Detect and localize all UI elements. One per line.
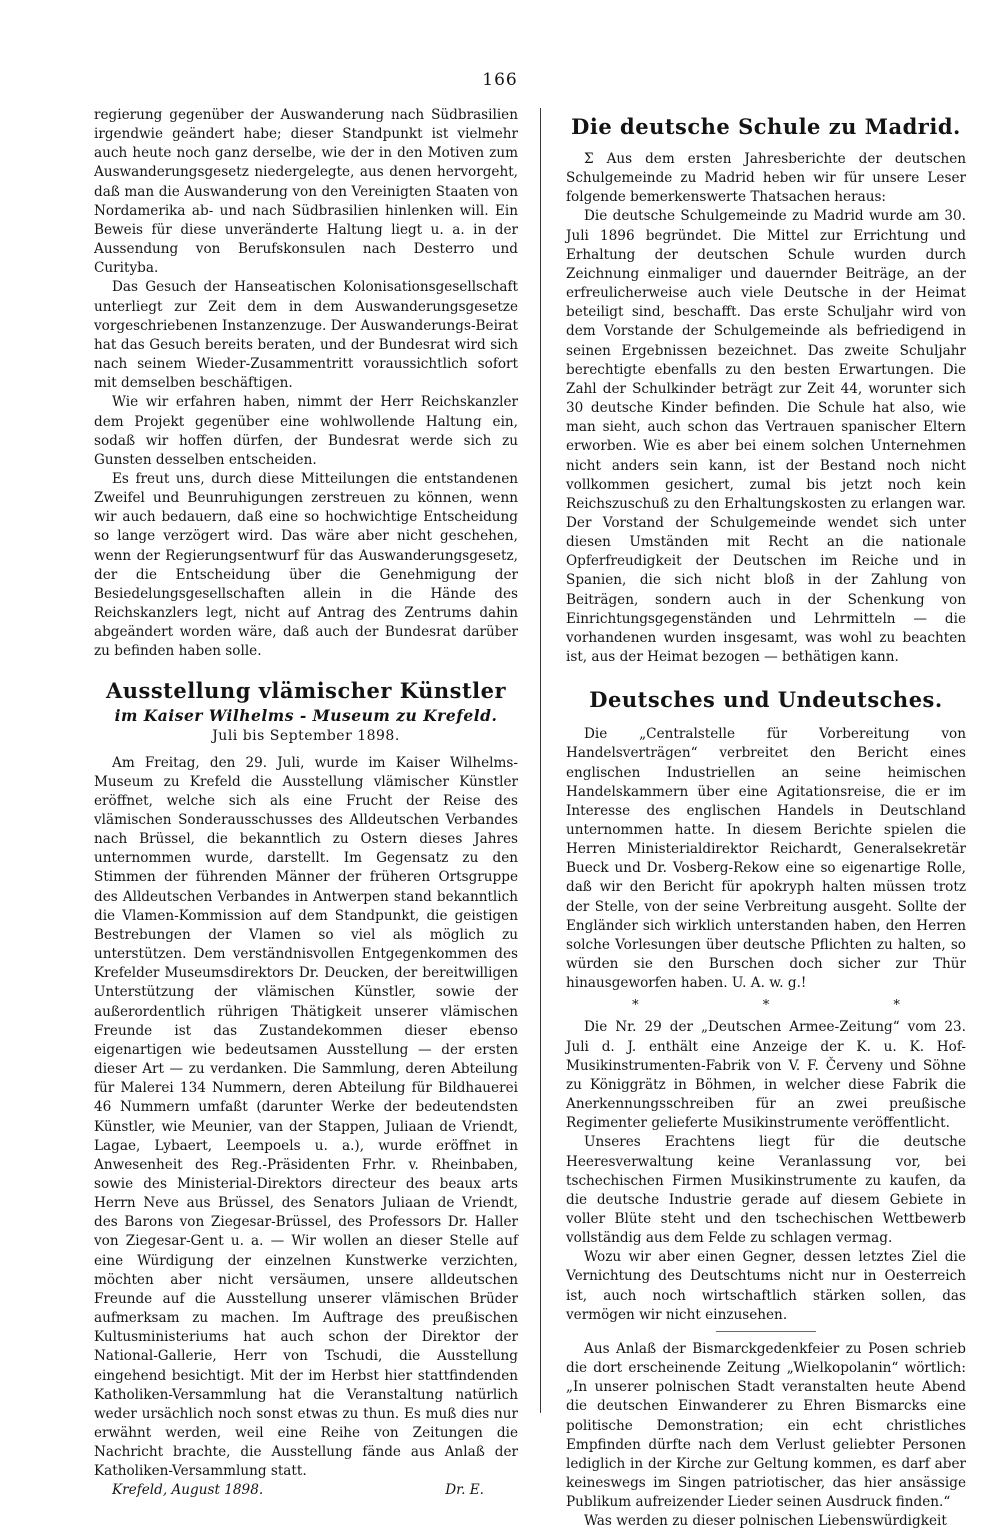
- article-signoff: [94, 1481, 518, 1500]
- article-dates-exhibition: Juli bis September 1898.: [212, 727, 400, 744]
- signoff-author: Dr. E.: [445, 1482, 484, 1499]
- paragraph: Aus Anlaß der Bismarckgedenkfeier zu Posen schrieb die dort erscheinende Zeitung „Wielkopolanin“ wörtlich: „In unserer polnischen Stadt veranstalten heute Abend die deutschen Einwanderer zu Ehren Bismarcks eine politische Demonstration; ein echt christliches Empfinden dürfte nach dem Verlust geliebter Personen lediglich in der Kirche zur Geltung kommen, es darf aber keineswegs im Singen patriotischer, das hier ansässige Publikum aufreizender Lieder seinen Ausdruck finden.“: [566, 1340, 966, 1511]
- paragraph: Unseres Erachtens liegt für die deutsche Heeresverwaltung keine Veranlassung vor, bei tschechischen Firmen Musikinstrumente zu kaufen, da die deutsche Industrie gerade auf diesem Gebiete in voller Blüte steht und den tschechischen Wettbewerb vollständig aus dem Felde zu schlagen vermag.: [566, 1134, 966, 1247]
- paragraph: regierung gegenüber der Auswanderung nach Südbrasilien irgendwie geändert habe; dieser Standpunkt ist vielmehr auch heute noch ganz derselbe, wie der in den Motiven zum Auswanderungsgesetz niedergelegte, aus denen hervorgeht, daß man die Auswanderung von den Vereinigten Staaten von Nordamerika ab- und nach Südbrasilien hinlenken will. Ein Beweis für diese unveränderte Haltung liegt u. a. in der Aussendung von Berufskonsulen nach Desterro und Curityba.: [94, 107, 518, 277]
- paragraph: Σ Aus dem ersten Jahresberichte der deutschen Schulgemeinde zu Madrid heben wir für unsere Leser folgende bemerkenswerte Thatsachen heraus:: [566, 151, 966, 206]
- paragraph: Was werden zu dieser polnischen Liebenswürdigkeit: [584, 1513, 947, 1530]
- article-subtitle-exhibition: im Kaiser Wilhelms - Museum zu Krefeld.: [114, 705, 498, 725]
- left-column: [94, 106, 518, 1501]
- page-number: 166: [482, 70, 518, 90]
- paragraph: Die „Centralstelle für Vorbereitung von Handelsverträgen“ verbreitet den Bericht eines englischen Industriellen an seine heimischen Handelskammern über eine Agitationsreise, die er im Interesse des englischen Handels in Deutschland unternommen hatte. In diesem Berichte spielen die Herren Ministerialdirektor Reichardt, Generalsekretär Bueck und Dr. Vosberg-Rekow eine so eigenartige Rolle, daß wir den Bericht für apokryph halten müssen trotz der Stelle, von der seine Verbreitung ausgeht. Sollte der Engländer sich wirklich unterstanden haben, den Herren solche Vorlesungen über deutsche Pflichten zu halten, so würden sie den Burschen doch sicher zur Thür hinausgeworfen haben. U. A. w. g.!: [566, 726, 966, 992]
- article-title-exhibition: Ausstellung vlämischer Künstler: [105, 677, 507, 703]
- section-separator-rule: [716, 1331, 816, 1332]
- article-title-deutsches: Deutsches und Undeutsches.: [589, 687, 943, 713]
- article-title-school: Die deutsche Schule zu Madrid.: [571, 114, 961, 139]
- paragraph: Die Nr. 29 der „Deutschen Armee-Zeitung“ vom 23. Juli d. J. enthält eine Anzeige der K. u. K. Hof-Musikinstrumenten-Fabrik von V. F. Červeny und Söhne zu Königgrätz in Böhmen, in welcher diese Fabrik die Anerkennungsschreiben für an zwei preußische Regimenter gelieferte Musikinstrumente veröffentlicht.: [566, 1019, 966, 1132]
- paragraph: Die deutsche Schulgemeinde zu Madrid wurde am 30. Juli 1896 begründet. Die Mittel zur Errichtung und Erhaltung der deutschen Schule wurden durch Zeichnung einmaliger und dauernder Beiträge, an der erfreulicherweise auch viele Deutsche in der Heimat beteiligt sind, beschafft. Das erste Schuljahr wird von dem Vorstande der Schulgemeinde als befriedigend in seinen Ergebnissen bezeichnet. Das zweite Schuljahr berechtigte ebenfalls zu den besten Erwartungen. Die Zahl der Schulkinder beträgt zur Zeit 44, worunter sich 30 deutsche Kinder befinden. Die Schule hat also, wie man sieht, auch schon das Vertrauen spanischer Eltern erworben. Wie es aber bei einem solchen Unternehmen nicht anders sein kann, ist der Bestand noch nicht vollkommen gesichert, zumal bis jetzt noch kein Reichszuschuß zu den Erhaltungskosten zu erlangen war. Der Vorstand der Schulgemeinde wendet sich unter diesen Umständen mit Recht an die nationale Opferfreudigkeit der Deutschen im Reiche und in Spanien, die sich nicht bloß in der Zahlung von Beiträgen, sondern auch in der Schenkung von Einrichtungsgegenständen und Lehrmitteln — die vorhandenen wurden insgesamt, was wohl zu beachten ist, aus der Heimat bezogen — bethätigen kann.: [566, 208, 966, 666]
- paragraph: Wozu wir aber einen Gegner, dessen letztes Ziel die Vernichtung des Deutschtums nicht nur in Oesterreich ist, auch noch wirtschaftlich stärken sollen, das vermögen wir nicht einzusehen.: [566, 1249, 966, 1323]
- column-divider: [540, 108, 541, 1413]
- section-separator-stars: * * *: [632, 998, 960, 1014]
- paragraph: Am Freitag, den 29. Juli, wurde im Kaiser Wilhelms-Museum zu Krefeld die Ausstellung vlämischer Künstler eröffnet, welche sich als eine Frucht der Reise des vlämischen Sonderausschusses des Alldeutschen Verbandes nach Brüssel, die bekanntlich zu Ostern dieses Jahres unternommen wurde, darstellt. Im Gegensatz zu den Stimmen der führenden Männer der früheren Ortsgruppe des Alldeutschen Verbandes in Antwerpen stand bekanntlich die Vlamen-Kommission auf dem Standpunkt, die geistigen Bestrebungen der Vlamen so viel als möglich zu unterstützen. Dem verständnisvollen Entgegenkommen des Krefelder Museumsdirektors Dr. Deucken, der bereitwilligen Unterstützung der vlämischen Künstler, sowie der außerordentlich rührigen Thätigkeit unserer vlämischen Freunde ist das Zustandekommen dieser ebenso eigenartigen wie bedeutsamen Ausstellung — der ersten dieser Art — zu verdanken. Die Sammlung, deren Abteilung für Malerei 134 Nummern, deren Abteilung für Bildhauerei 46 Nummern umfaßt (darunter Werke der bedeutendsten Künstler, wie Meunier, van der Stappen, Juliaan de Vriendt, Lagae, Lybaert, Leempoels u. a.), wurde eröffnet in Anwesenheit des Reg.-Präsidenten Frhr. v. Rheinbaben, sowie des Ministerial-Direktors directeur des beaux arts Herrn Neve aus Brüssel, des Senators Juliaan de Vriendt, des Barons von Ziegesar-Brüssel, des Professors Dr. Haller von Ziegesar-Gent u. a. — Wir wollen an dieser Stelle auf eine Würdigung der einzelnen Kunstwerke verzichten, möchten aber nicht versäumen, unsere alldeutschen Freunde auf die Ausstellung unserer vlämischen Brüder aufmerksam zu machen. Im Auftrage des preußischen Kultusministeriums hat auch schon der Direktor der National-Gallerie, Herr von Tschudi, die Ausstellung eingehend besichtigt. Mit der im Herbst hier stattfindenden Katholiken-Versammlung hat die Veranstaltung natürlich weder ursächlich noch sonst etwas zu thun. Es muß dies nur erwähnt werden, weil eine Reihe von Zeitungen die Nachricht brachte, die Ausstellung fände aus Anlaß der Katholiken-Versammlung statt.: [94, 754, 518, 1480]
- paragraph: Es freut uns, durch diese Mitteilungen die entstandenen Zweifel und Beunruhigungen zerstreuen zu können, wenn wir auch bedauern, daß eine so hochwichtige Entscheidung so lange verzögert wird. Das wäre aber nicht geschehen, wenn der Regierungsentwurf für das Auswanderungsgesetz, der die Entscheidung über die Genehmigung der Besiedelungsgesellschaften allein in die Hände des Reichskanzlers legt, nicht auf Antrag des Zentrums dahin abgeändert worden wäre, daß auch der Bundesrat darüber zu befinden haben solle.: [94, 470, 518, 660]
- paragraph: Das Gesuch der Hanseatischen Kolonisationsgesellschaft unterliegt zur Zeit dem in dem Auswanderungsgesetze vorgeschriebenen Instanzenzuge. Der Auswanderungs-Beirat hat das Gesuch bereits beraten, und der Bundesrat wird sich nach seinem Wieder-Zusammentritt voraussichtlich sofort mit demselben beschäftigen.: [94, 279, 518, 392]
- signoff-place-date: Krefeld, August 1898.: [112, 1482, 264, 1499]
- right-column: [566, 106, 966, 1531]
- paragraph: Wie wir erfahren haben, nimmt der Herr Reichskanzler dem Projekt gegenüber eine wohlwollende Haltung ein, sodaß wir hoffen dürfen, der Bundesrat werde sich zu Gunsten desselben entscheiden.: [94, 394, 518, 468]
